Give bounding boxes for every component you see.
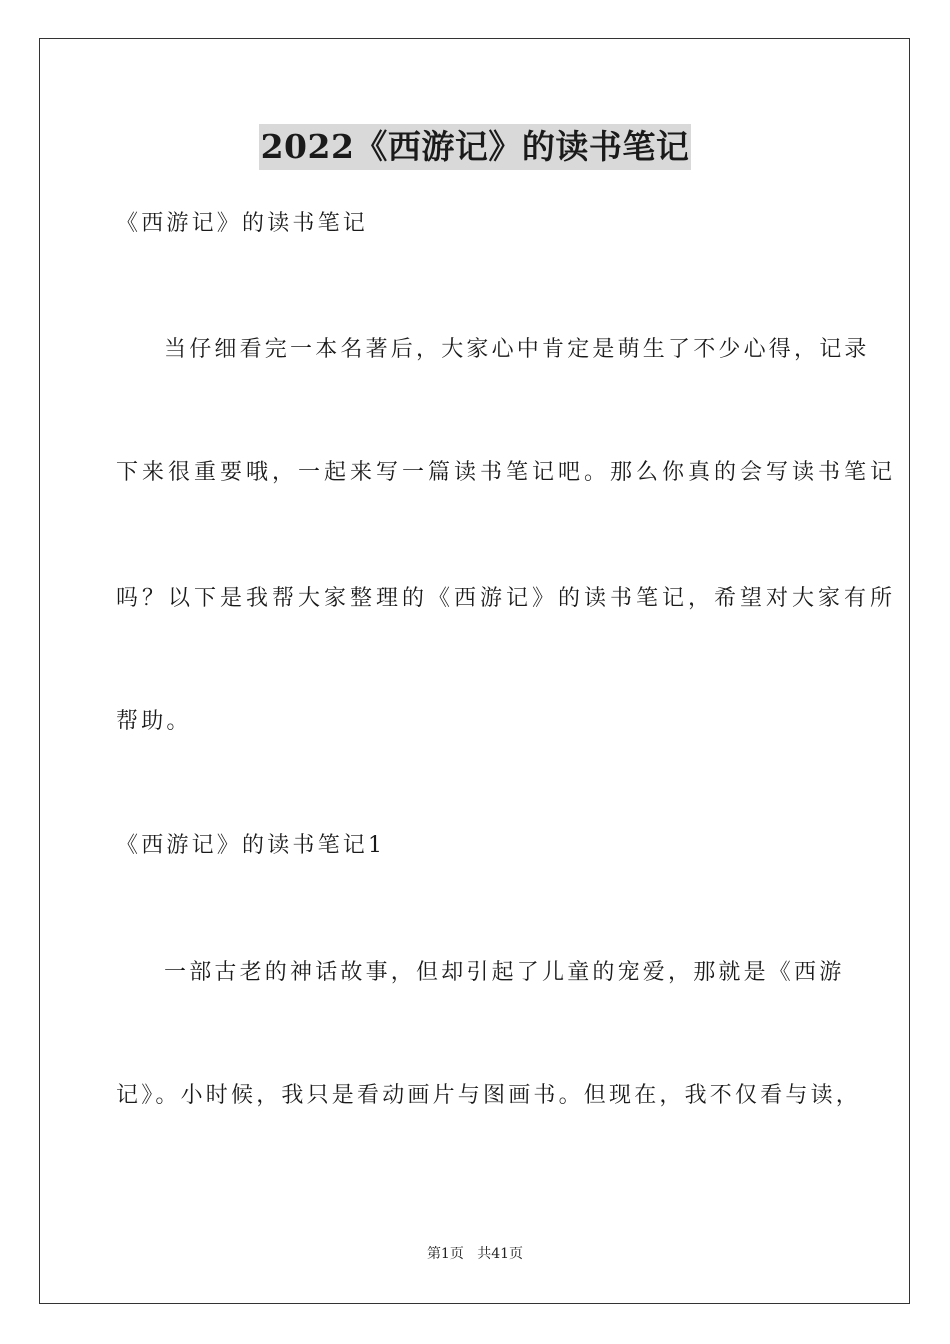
section-heading: 《西游记》的读书笔记1: [116, 833, 386, 858]
document-title: 2022《西游记》的读书笔记: [259, 124, 692, 170]
paragraph-line: 吗？以下是我帮大家整理的《西游记》的读书笔记，希望对大家有所: [116, 586, 897, 611]
page-total: 共41页: [477, 1246, 524, 1262]
paragraph-line: 一部古老的神话故事，但却引起了儿童的宠爱，那就是《西游: [164, 960, 845, 985]
page-number: 第1页: [426, 1246, 464, 1262]
paragraph-line: 帮助。: [116, 709, 192, 734]
paragraph-line: 下来很重要哦，一起来写一篇读书笔记吧。那么你真的会写读书笔记: [116, 460, 897, 485]
title-container: [0, 124, 950, 170]
page-footer: [0, 1244, 950, 1264]
subtitle-line: 《西游记》的读书笔记: [116, 211, 369, 236]
paragraph-line: 记》。小时候，我只是看动画片与图画书。但现在，我不仅看与读，: [116, 1083, 862, 1108]
paragraph-line: 当仔细看完一本名著后，大家心中肯定是萌生了不少心得，记录: [164, 337, 870, 362]
